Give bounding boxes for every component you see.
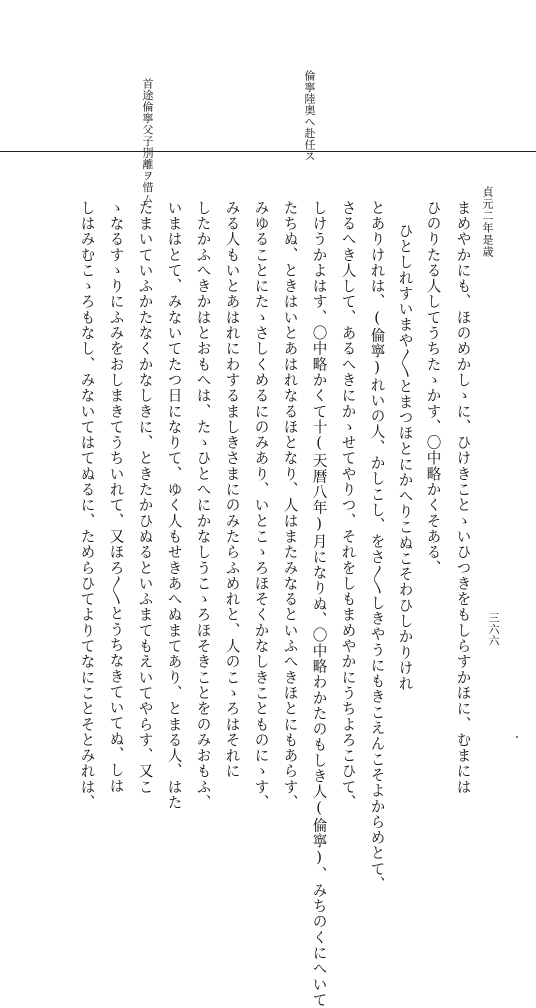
body-line: いまはとて、みないてたつ日になりて、ゆく人もせきあへぬまてあり、とまる人、はた <box>165 200 183 811</box>
body-line: とありけれは、(倫寧)れいの人、かしこし、をさ〳〵しきやうにもきこえんこそよからめとて、 <box>368 200 386 893</box>
speck <box>516 736 518 738</box>
body-line: みゆることにたゝさしくめるにのみあり、いとこゝろほそくかなしきことものにゝす、 <box>252 200 270 811</box>
body-line: たまいていふかたなくかなしきに、ときたかひぬるといふまてもえいてやらす、又こ <box>136 200 154 795</box>
page-number: 三六六 <box>487 612 500 647</box>
body-line: しけうかよはす、〇中略かくて十(天暦八年)月になりぬ、〇中略わかたのもしき人(倫寧)、みちのくにへいて <box>310 200 328 1008</box>
body-line: したかふへきかはとおもへは、たゝひとへにかなしうこゝろほそきことをのみおもふ、 <box>194 200 212 811</box>
body-line: みる人もいとあはれにわするましきさまにのみたらふめれと、人のこゝろはそれに <box>223 200 241 780</box>
margin-note-2: 首途倫寧父子別離ヲ惜ム <box>141 78 154 205</box>
margin-notes <box>60 70 460 205</box>
body-line: たちぬ、ときはいとあはれなるほとなり、人はまたみなるといふへきほとにもあらす、 <box>281 200 299 811</box>
body-line: ゝなるすゝりにふみをおしまきてうちいれて、又ほろ〳〵とうちなきていてぬ、しは <box>107 200 125 794</box>
top-rule <box>0 151 536 152</box>
body-line: まめやかにも、ほのめかしゝに、ひけきことゝいひつきをもしらすかほに、むまには <box>454 200 472 795</box>
body-line: ひのりたる人してうちたゝかす、〇中略かくそある、 <box>424 200 442 576</box>
body-line: ひとしれすいまや〳〵とまつほとにかへりこぬこそわひしかりけれ <box>396 223 414 692</box>
body-line: しはみむこゝろもなし、みないてはてぬるに、ためらひてよりてなにことそとみれは、 <box>78 200 96 811</box>
body-line: さるへき人して、あるへきにかゝせてやりつ、それをしもまめやかにうちよろこひて、 <box>339 200 357 811</box>
running-title: 貞元二年是歳 <box>481 186 494 258</box>
margin-note-1: 倫寧陸奥へ赴任ス <box>303 70 316 162</box>
